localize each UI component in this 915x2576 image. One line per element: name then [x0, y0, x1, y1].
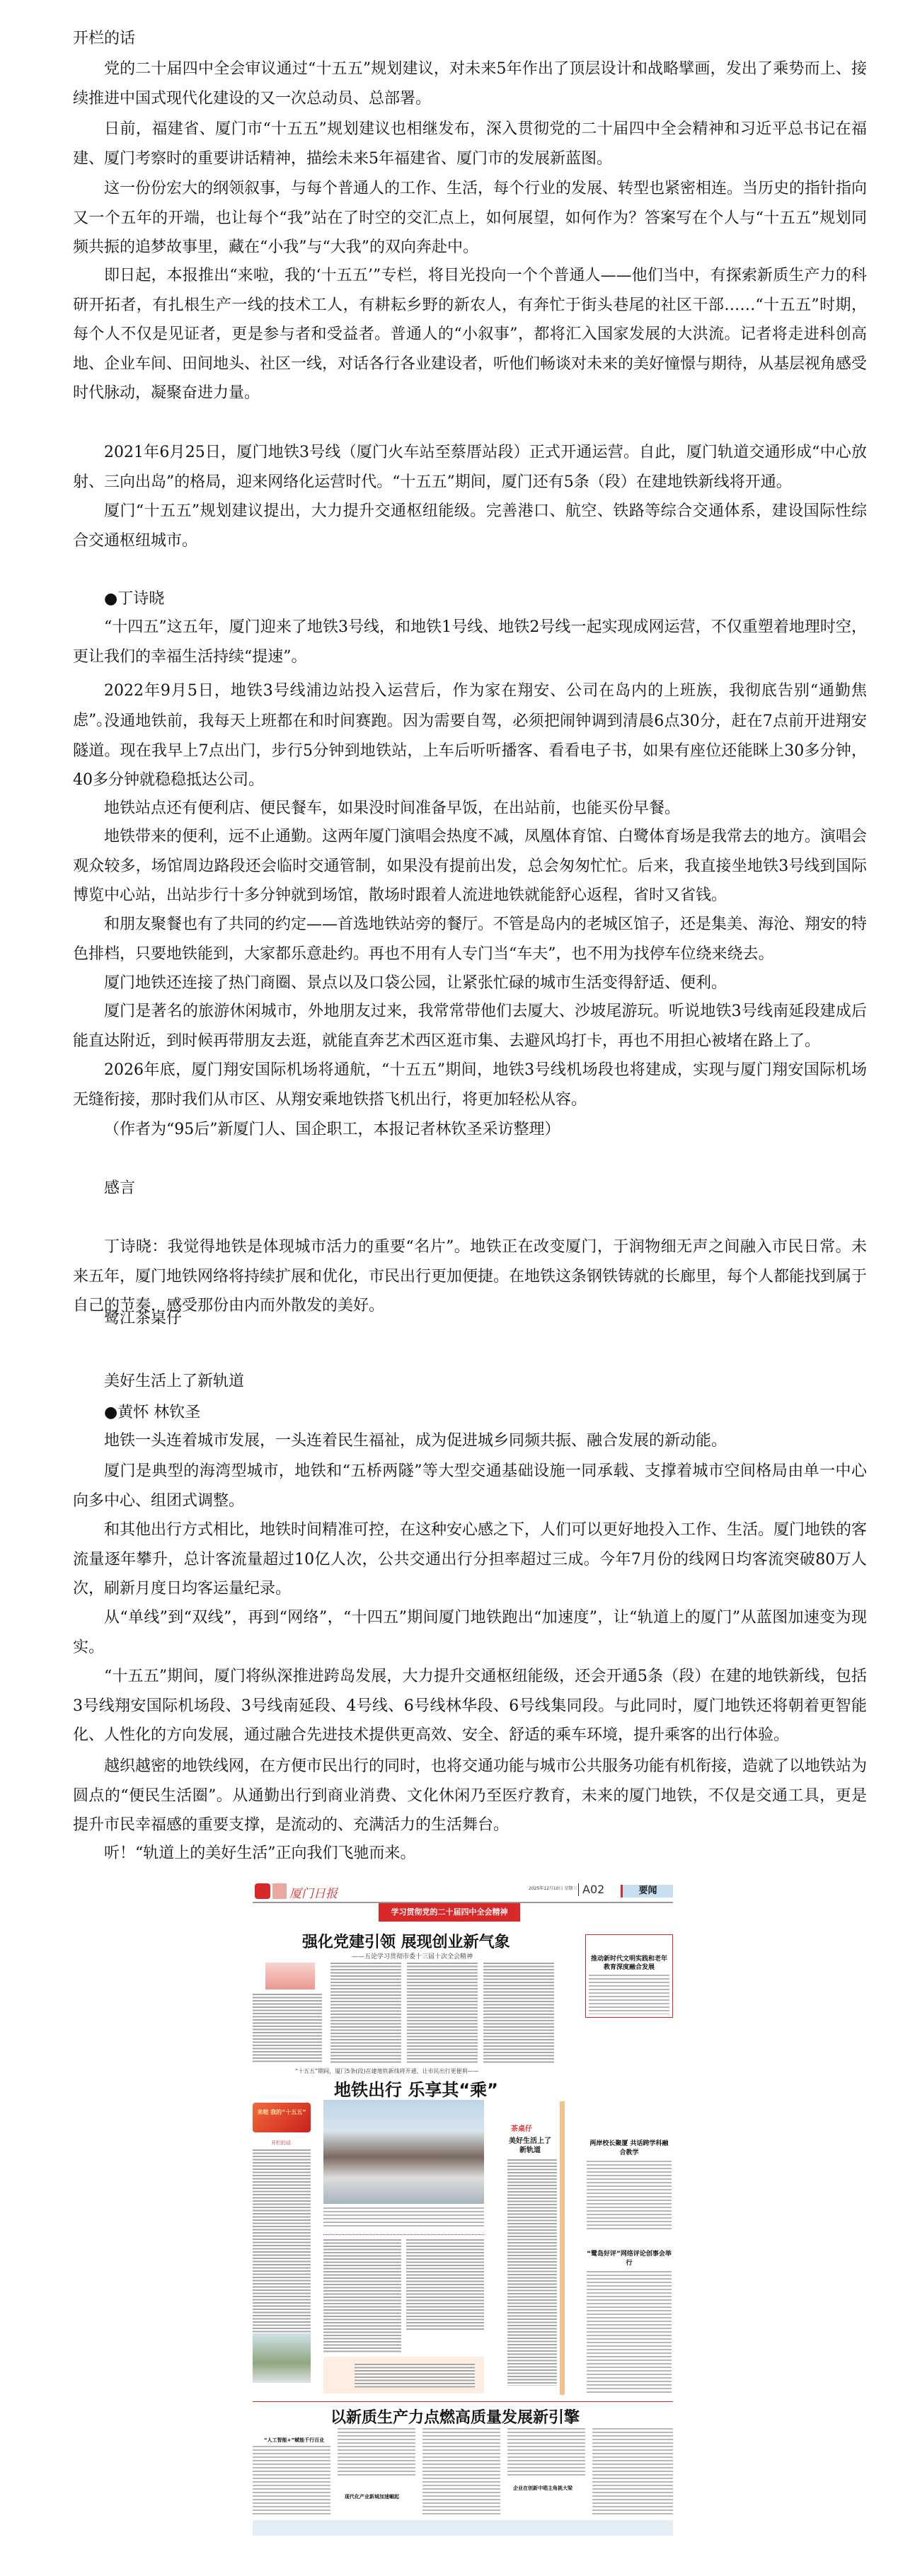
- lead-text-column: [330, 1963, 401, 2063]
- paragraph: 没通地铁前，我每天上班都在和时间赛跑。因为需要自驾，必须把闹钟调到清晨6点30分，赶在7点前开进翔安隧道。现在我早上7点出门，步行5分钟到地铁站，上车后听听播客、看看电子书，如果有座位还能眯上30多分钟，40多分钟就稳稳抵达公司。: [73, 712, 867, 789]
- paragraph: 厦门“十五五”规划建议提出，大力提升交通枢纽能级。完善港口、航空、铁路等综合交通体系，建设国际性综合交通枢纽城市。: [73, 502, 867, 550]
- paragraph: 即日起，本报推出“来啦，我的‘十五五’”专栏，将目光投向一个个普通人——他们当中，有探索新质生产力的科研开拓者，有扎根生产一线的技术工人，有耕耘乡野的新农人，有奔忙于街头巷尾的社区干部……“十五五”时期，每个人不仅是见证者，更是参与者和受益者。普通人的“小叙事”，都将汇入国家发展的大洪流。记者将走进科创高地、企业车间、田间地头、社区一线，对话各行各业建设者，听他们畅谈对未来的美好憧憬与期待，从基层视角感受时代脉动，凝聚奋进力量。: [73, 267, 868, 402]
- paragraph: 这一份份宏大的纲领叙事，与每个普通人的工作、生活，每个行业的发展、转型也紧密相连。当历史的指针指向又一个五年的开端，也让每个“我”站在了时空的交汇点上，如何展望，如何作为？答案写在个人与“十五五”规划同频共振的追梦故事里，藏在“小我”与“大我”的双向奔赴中。: [73, 180, 868, 256]
- column-intro-text: [253, 2149, 311, 2339]
- paragraph: 越织越密的地铁线网，在方便市民出行的同时，也将交通功能与城市公共服务功能有机衔接，造就了以地铁站为圆点的“便民生活圈”。从通勤出行到商业消费、文化休闲乃至医疗教育，未来的厦门地铁，不仅是交通工具，更是提升市民幸福感的重要支撑，是流动的、充满活力的生活舞台。: [73, 1757, 868, 1834]
- author-byline: ●丁诗晓: [104, 590, 165, 608]
- section-heading-reflection: 感言: [104, 1179, 136, 1197]
- paragraph: 听！“轨道上的美好生活”正向我们飞驰而来。: [104, 1844, 416, 1862]
- interview-text-column: [406, 2239, 484, 2330]
- section-label: 要闻: [621, 1885, 673, 1898]
- paragraph: 厦门是著名的旅游休闲城市，外地朋友过来，我常常带他们去厦大、沙坡尾游玩。听说地铁3号线南延段建成后能直达附近，到时候再带朋友去逛，就能直奔艺术西区逛市集、去避风坞打卡，再也不用担心被堵在路上了。: [73, 1003, 867, 1050]
- lead-text-column: [253, 1994, 322, 2063]
- paragraph: 和其他出行方式相比，地铁时间精准可控，在这种安心感之下，人们可以更好地投入工作、生活。厦门地铁的客流量逐年攀升，总计客流量超过10亿人次，公共交通出行分担率超过三成。今年7月份的线网日均客流突破80万人次，刷新月度日均客运量纪录。: [73, 1521, 868, 1598]
- column-intro-heading: 开栏的话: [73, 30, 136, 47]
- author-byline: ●黄怀 林钦圣: [104, 1404, 201, 1421]
- bottom-subhead: “人工智能+”赋能千行百业: [264, 2437, 325, 2443]
- feature-headline: 地铁出行 乐享其“乘”: [334, 2080, 498, 2100]
- masthead-emblem-icon: [255, 1883, 270, 1899]
- paragraph: 地铁一头连着城市发展，一头连着民生福祉，成为促进城乡同频共振、融合发展的新动能。: [104, 1432, 727, 1450]
- column-intro-label: 开栏的话: [271, 2140, 291, 2146]
- masthead-logo: 厦门日报: [289, 1887, 338, 1901]
- side-headline-2: “鹭岛好评”网络评论创事会举行: [587, 2251, 672, 2267]
- paragraph: “十四五”这五年，厦门迎来了地铁3号线，和地铁1号线、地铁2号线一起实现成网运营，不仅重塑着地理时空，更让我们的幸福生活持续“提速”。: [73, 618, 867, 666]
- issue-date: 2025年12月10日 星期三: [529, 1886, 577, 1891]
- column-name: 鹭江茶桌仔: [104, 1310, 183, 1327]
- paragraph: 地铁带来的便利，远不止通勤。这两年厦门演唱会热度不减，凤凰体育馆、白鹭体育场是我常去的地方。演唱会观众较多，场馆周边路段还会临时交通管制，如果没有提前出发，总会匆匆忙忙。后来，我直接坐地铁3号线到国际博览中心站，出站步行十多分钟就到场馆，散场时跟着人流进地铁就能舒心返程，省时又省钱。: [73, 828, 868, 904]
- newspaper-page-image: [253, 1883, 673, 2536]
- column-badge: 来啦 我的“十五五”: [253, 2103, 311, 2132]
- paragraph: 党的二十届四中全会审议通过“十五五”规划建议，对未来5年作出了顶层设计和战略擘画，发出了乘势而上、接续推进中国式现代化建设的又一次总动员、总部署。: [73, 60, 867, 108]
- side-headline-1: 两岸校长聚厦 共话跨学科融合教学: [589, 2140, 669, 2156]
- right-box-text: [589, 1975, 669, 2014]
- lead-text-column: [407, 1963, 478, 2063]
- paragraph: 从“单线”到“双线”，再到“网络”，“十四五”期间厦门地铁跑出“加速度”，让“轨道上的厦门”从蓝图加速变为现实。: [73, 1609, 867, 1656]
- lead-subtitle: ——五论学习贯彻市委十三届十次全会精神: [352, 1953, 473, 1960]
- paragraph: 丁诗晓：我觉得地铁是体现城市活力的重要“名片”。地铁正在改变厦门，于润物细无声之间融入市民日常。未来五年，厦门地铁网络将持续扩展和优化，市民出行更加便捷。在地铁这条钢铁铸就的长廊里，每个人都能找到属于自己的节奏，感受那份由内而外散发的美好。: [73, 1238, 868, 1315]
- bottom-text-column: [592, 2428, 673, 2515]
- bottom-text-column: [422, 2428, 500, 2515]
- bottom-headline: 以新质生产力点燃高质量发展新引擎: [330, 2409, 580, 2427]
- bottom-rule: [253, 2401, 673, 2402]
- side-story-text: [587, 2161, 672, 2231]
- lead-logo-image: [265, 1963, 315, 1989]
- paragraph: 厦门是典型的海湾型城市，地铁和“五桥两隧”等大型交通基础设施一同承载、支撑着城市空间格局由单一中心向多中心、组团式调整。: [73, 1462, 867, 1510]
- theme-banner: 学习贯彻党的二十届四中全会精神: [379, 1903, 520, 1922]
- bottom-subhead: 企业在创新中唱主角挑大梁: [513, 2485, 572, 2491]
- divider: [323, 2234, 484, 2235]
- lead-text-column: [483, 1963, 554, 2063]
- paragraph: 厦门地铁还连接了热门商圈、景点以及口袋公园，让紧张忙碌的城市生活变得舒适、便利。: [104, 974, 727, 992]
- metro-passengers-photo: [323, 2100, 484, 2204]
- feature-kicker: “十五五”期间，厦门5条(段)在建地铁新线将开通，让市民出行更便利——: [295, 2068, 479, 2074]
- masthead-seal-icon: [272, 1883, 287, 1899]
- bottom-subhead: 现代化产业新城加速崛起: [345, 2494, 399, 2500]
- photo-caption: [323, 2207, 484, 2229]
- right-feature-box: [585, 1934, 673, 2018]
- paragraph: 2026年底，厦门翔安国际机场将通航，“十五五”期间，地铁3号线机场段也将建成，实现与厦门翔安国际机场无缝衔接，那时我们从市区、从翔安乘地铁搭飞机出行，将更加轻松从容。: [73, 1061, 867, 1109]
- commentary-text: [507, 2159, 557, 2386]
- newspaper-footer: [253, 2520, 673, 2536]
- right-box-headline: 推动新时代文明实践和老年教育深度融合发展: [590, 1956, 667, 1971]
- bottom-text-column: [507, 2428, 585, 2476]
- quote-text: [355, 2364, 475, 2388]
- commentary-accent-bar: [560, 2101, 565, 2395]
- reflection-quote-box: [323, 2357, 484, 2393]
- interview-text-column: [323, 2239, 401, 2352]
- page-number: A02: [578, 1883, 604, 1896]
- paragraph: “十五五”期间，厦门将纵深推进跨岛发展，大力提升交通枢纽能级，还会开通5条（段）在建的地铁新线，包括3号线翔安国际机场段、3号线南延段、4号线、6号线林华段、6号线集同段。与此同时，厦门地铁还将朝着更智能化、人性化的方向发展，通过融合先进技术提供更高效、安全、舒适的乘车环境，提升乘客的出行体验。: [73, 1668, 867, 1744]
- paragraph: 地铁站点还有便利店、便民餐车，如果没时间准备早饭，在出站前，也能买份早餐。: [104, 799, 681, 817]
- commentary-title: 美好生活上了新轨道: [104, 1373, 245, 1390]
- bottom-text-column: [338, 2428, 415, 2478]
- paragraph: 2022年9月5日，地铁3号线浦边站投入运营后，作为家在翔安、公司在岛内的上班族，我彻底告别“通勤焦虑”。: [73, 682, 867, 729]
- author-note: （作者为“95后”新厦门人、国企职工，本报记者林钦圣采访整理）: [104, 1121, 560, 1138]
- bottom-text-column: [253, 2446, 330, 2515]
- commentary-headline: 美好生活上了新轨道: [509, 2137, 551, 2154]
- commentary-badge: 茶桌仔: [511, 2125, 532, 2133]
- paragraph: 2021年6月25日，厦门地铁3号线（厦门火车站至蔡厝站段）正式开通运营。自此，厦门轨道交通形成“中心放射、三向出岛”的格局，迎来网络化运营时代。“十五五”期间，厦门还有5条（段）在建地铁新线将开通。: [73, 444, 867, 491]
- lead-headline: 强化党建引领 展现创业新气象: [302, 1934, 510, 1951]
- metro-line-photo: [253, 2333, 311, 2383]
- paragraph: 日前，福建省、厦门市“十五五”规划建议也相继发布，深入贯彻党的二十届四中全会精神和习近平总书记在福建、厦门考察时的重要讲话精神，描绘未来5年福建省、厦门市的发展新蓝图。: [73, 120, 867, 168]
- paragraph: 和朋友聚餐也有了共同的约定——首选地铁站旁的餐厅。不管是岛内的老城区馆子，还是集美、海沧、翔安的特色排档，只要地铁能到，大家都乐意赴约。再也不用有人专门当“车夫”，也不用为找停车位绕来绕去。: [73, 916, 868, 963]
- side-story-text: [587, 2271, 672, 2393]
